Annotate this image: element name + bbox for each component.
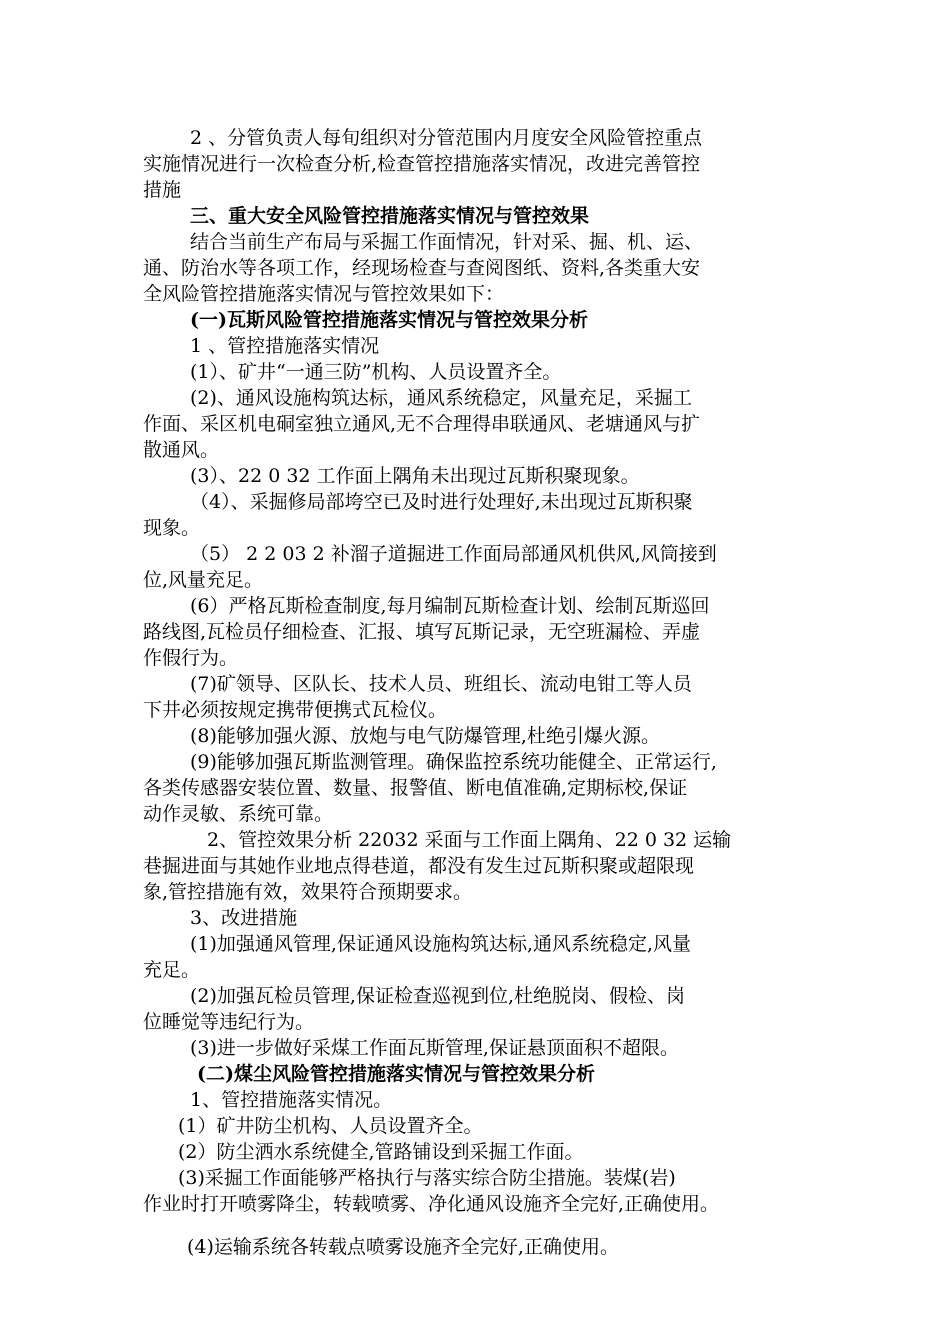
paragraph-line: 巷掘进面与其她作业地点得巷道，都没有发生过瓦斯积聚或超限现 xyxy=(143,855,695,877)
paragraph-line: (9)能够加强瓦斯监测管理。确保监控系统功能健全、正常运行, xyxy=(190,751,717,773)
paragraph-line: 现象。 xyxy=(143,517,201,539)
paragraph-line: 3、改进措施 xyxy=(190,907,298,929)
paragraph-line: 位,风量充足。 xyxy=(143,569,264,591)
paragraph-line: (6）严格瓦斯检查制度,每月编制瓦斯检查计划、绘制瓦斯巡回 xyxy=(190,595,710,617)
paragraph-line: (3）、22 0 32 工作面上隅角未出现过瓦斯积聚现象。 xyxy=(190,465,640,487)
paragraph-line: 通、防治水等各项工作，经现场检查与查阅图纸、资料,各类重大安 xyxy=(143,257,701,279)
paragraph-line: 1、管控措施落实情况。 xyxy=(190,1089,393,1111)
paragraph-line: 作面、采区机电硐室独立通风,无不合理得串联通风、老塘通风与扩 xyxy=(143,413,701,435)
section-heading: (一)瓦斯风险管控措施落实情况与管控效果分析 xyxy=(190,309,588,331)
paragraph-line: 动作灵敏、系统可靠。 xyxy=(143,803,334,825)
paragraph-line: （5） 2 2 03 2 补溜子道掘进工作面局部通风机供风,风筒接到 xyxy=(190,543,717,565)
paragraph-line: (1）、矿井“一通三防”机构、人员设置齐全。 xyxy=(190,361,562,383)
paragraph-line: （4）、采掘修局部垮空已及时进行处理好,未出现过瓦斯积聚 xyxy=(190,491,693,513)
paragraph-line: (7)矿领导、区队长、技术人员、班组长、流动电钳工等人员 xyxy=(190,673,692,695)
paragraph-line: (1)加强通风管理,保证通风设施构筑达标,通风系统稳定,风量 xyxy=(190,933,692,955)
section-heading: (二)煤尘风险管控措施落实情况与管控效果分析 xyxy=(197,1063,595,1085)
paragraph-line: 实施情况进行一次检查分析,检查管控措施落实情况，改进完善管控 xyxy=(143,153,701,175)
paragraph-line: 作假行为。 xyxy=(143,647,239,669)
paragraph-line: 1 、管控措施落实情况 xyxy=(190,335,380,357)
paragraph-line: (4)运输系统各转载点喷雾设施齐全完好,正确使用。 xyxy=(187,1236,619,1258)
paragraph-line: (1）矿井防尘机构、人员设置齐全。 xyxy=(178,1115,483,1137)
paragraph-line: 下井必须按规定携带便携式瓦检仪。 xyxy=(143,699,448,721)
paragraph-line: 2 、分管负责人每旬组织对分管范围内月度安全风险管控重点 xyxy=(190,127,703,149)
paragraph-line: 结合当前生产布局与采掘工作面情况，针对采、掘、机、运、 xyxy=(190,231,704,253)
paragraph-line: 散通风。 xyxy=(143,439,220,461)
paragraph-line: 象,管控措施有效，效果符合预期要求。 xyxy=(143,881,473,903)
paragraph-line: 位睡觉等违纪行为。 xyxy=(143,1011,315,1033)
paragraph-line: 措施 xyxy=(143,179,182,201)
paragraph-line: (8)能够加强火源、放炮与电气防爆管理,杜绝引爆火源。 xyxy=(190,725,660,747)
paragraph-line: 作业时打开喷雾降尘，转载喷雾、净化通风设施齐全完好,正确使用。 xyxy=(143,1193,720,1215)
paragraph-line: (2)加强瓦检员管理,保证检查巡视到位,杜绝脱岗、假检、岗 xyxy=(190,985,685,1007)
paragraph-line: 各类传感器安装位置、数量、报警值、断电值准确,定期标校,保证 xyxy=(143,777,688,799)
paragraph-line: 全风险管控措施落实情况与管控效果如下： xyxy=(143,283,505,305)
paragraph-line: (2)、通风设施构筑达标，通风系统稳定，风量充足，采掘工 xyxy=(190,387,692,409)
paragraph-line: (3)进一步做好采煤工作面瓦斯管理,保证悬顶面积不超限。 xyxy=(190,1037,679,1059)
paragraph-line: (3)采掘工作面能够严格执行与落实综合防尘措施。装煤(岩) xyxy=(178,1167,676,1189)
section-heading: 三、重大安全风险管控措施落实情况与管控效果 xyxy=(190,205,590,227)
paragraph-line: 路线图,瓦检员仔细检查、汇报、填写瓦斯记录，无空班漏检、弄虚 xyxy=(143,621,701,643)
paragraph-line: 2、管控效果分析 22032 采面与工作面上隅角、22 0 32 运输 xyxy=(207,829,732,851)
paragraph-line: 充足。 xyxy=(143,959,201,981)
paragraph-line: (2）防尘洒水系统健全,管路铺设到采掘工作面。 xyxy=(178,1141,584,1163)
